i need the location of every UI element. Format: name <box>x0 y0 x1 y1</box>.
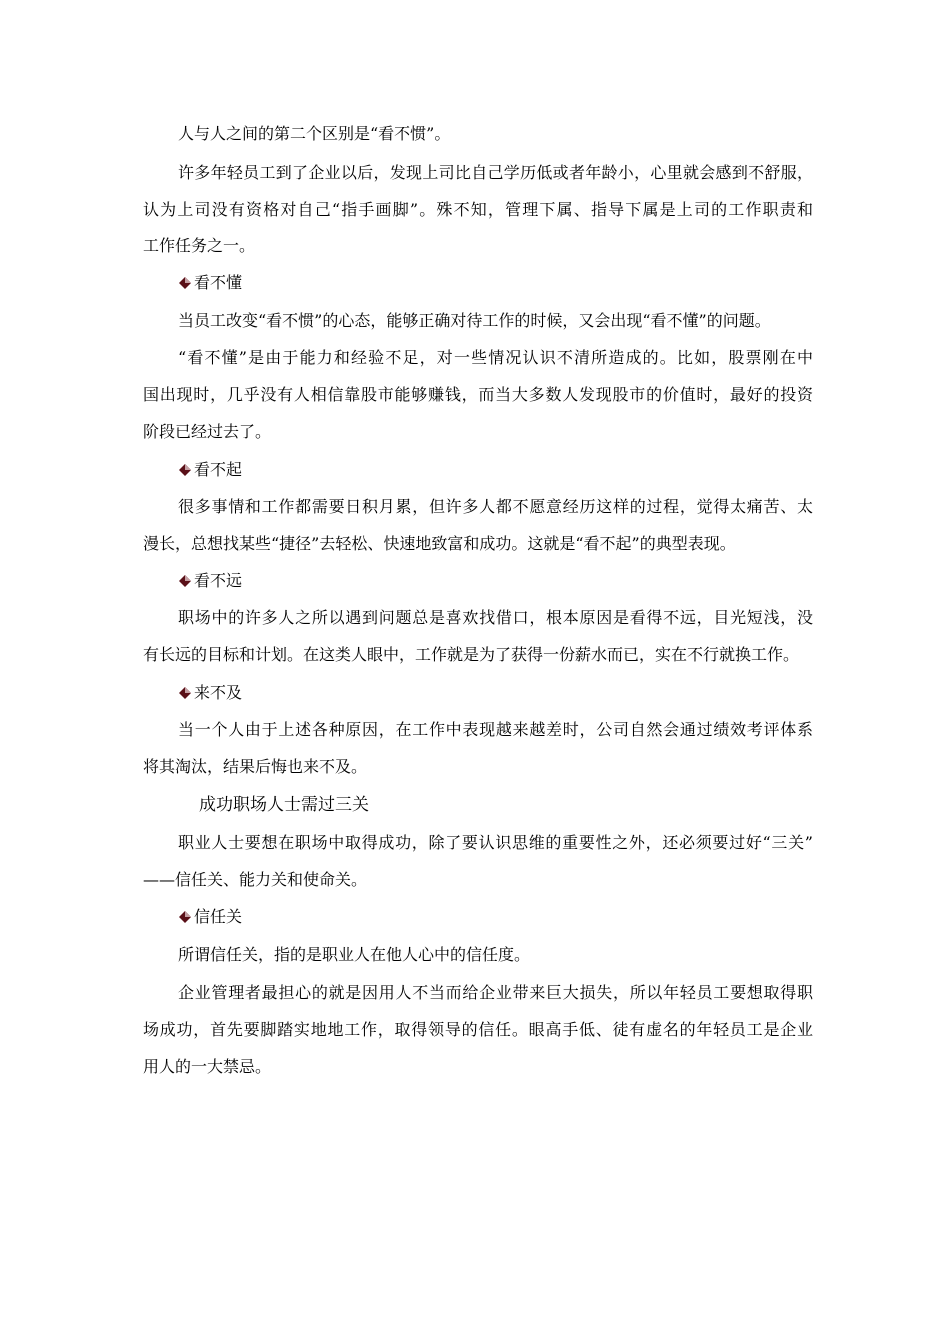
bullet-heading-label: 看不起 <box>194 460 243 479</box>
paragraph-line: 场成功，首先要脚踏实地地工作，取得领导的信任。眼高手低、徒有虚名的年轻员工是企业 <box>143 1020 813 1039</box>
diamond-bullet-icon <box>178 276 192 290</box>
paragraph-line: 当员工改变“看不惯”的心态，能够正确对待工作的时候，又会出现“看不懂”的问题。 <box>178 311 771 330</box>
paragraph-line: 用人的一大禁忌。 <box>143 1057 272 1076</box>
bullet-heading <box>178 571 242 591</box>
paragraph-line: 职场中的许多人之所以遇到问题总是喜欢找借口，根本原因是看得不远，目光短浅，没 <box>178 608 813 627</box>
bullet-heading <box>178 683 242 703</box>
paragraph-line: 有长远的目标和计划。在这类人眼中，工作就是为了获得一份薪水而已，实在不行就换工作。 <box>143 645 800 664</box>
bullet-heading <box>178 907 242 927</box>
paragraph-line: 人与人之间的第二个区别是“看不惯”。 <box>178 124 451 143</box>
bullet-heading-label: 来不及 <box>194 683 243 702</box>
paragraph-line: 工作任务之一。 <box>143 236 256 255</box>
paragraph-line: 企业管理者最担心的就是因用人不当而给企业带来巨大损失，所以年轻员工要想取得职 <box>178 983 813 1002</box>
paragraph-line: ——信任关、能力关和使命关。 <box>143 870 368 889</box>
paragraph-line: 国出现时，几乎没有人相信靠股市能够赚钱，而当大多数人发现股市的价值时，最好的投资 <box>143 385 813 404</box>
bullet-heading <box>178 460 242 480</box>
section-title: 成功职场人士需过三关 <box>199 795 369 815</box>
bullet-heading <box>178 273 242 293</box>
paragraph-line: 当一个人由于上述各种原因，在工作中表现越来越差时，公司自然会通过绩效考评体系 <box>178 720 813 739</box>
bullet-heading-label: 看不远 <box>194 571 243 590</box>
paragraph-line: 许多年轻员工到了企业以后，发现上司比自己学历低或者年龄小，心里就会感到不舒服， <box>178 163 813 182</box>
paragraph-line: 很多事情和工作都需要日积月累，但许多人都不愿意经历这样的过程，觉得太痛苦、太 <box>178 497 813 516</box>
diamond-bullet-icon <box>178 463 192 477</box>
paragraph-line: 认为上司没有资格对自己“指手画脚”。殊不知，管理下属、指导下属是上司的工作职责和 <box>143 200 813 219</box>
paragraph-line: 将其淘汰，结果后悔也来不及。 <box>143 757 368 776</box>
paragraph-line: 漫长，总想找某些“捷径”去轻松、快速地致富和成功。这就是“看不起”的典型表现。 <box>143 534 736 553</box>
bullet-heading-label: 看不懂 <box>194 273 243 292</box>
diamond-bullet-icon <box>178 686 192 700</box>
diamond-bullet-icon <box>178 910 192 924</box>
diamond-bullet-icon <box>178 574 192 588</box>
paragraph-line: 所谓信任关，指的是职业人在他人心中的信任度。 <box>178 945 531 964</box>
paragraph-line: “看不懂”是由于能力和经验不足，对一些情况认识不清所造成的。比如，股票刚在中 <box>178 348 813 367</box>
paragraph-line: 职业人士要想在职场中取得成功，除了要认识思维的重要性之外，还必须要过好“三关” <box>178 833 813 852</box>
bullet-heading-label: 信任关 <box>194 907 243 926</box>
paragraph-line: 阶段已经过去了。 <box>143 422 272 441</box>
